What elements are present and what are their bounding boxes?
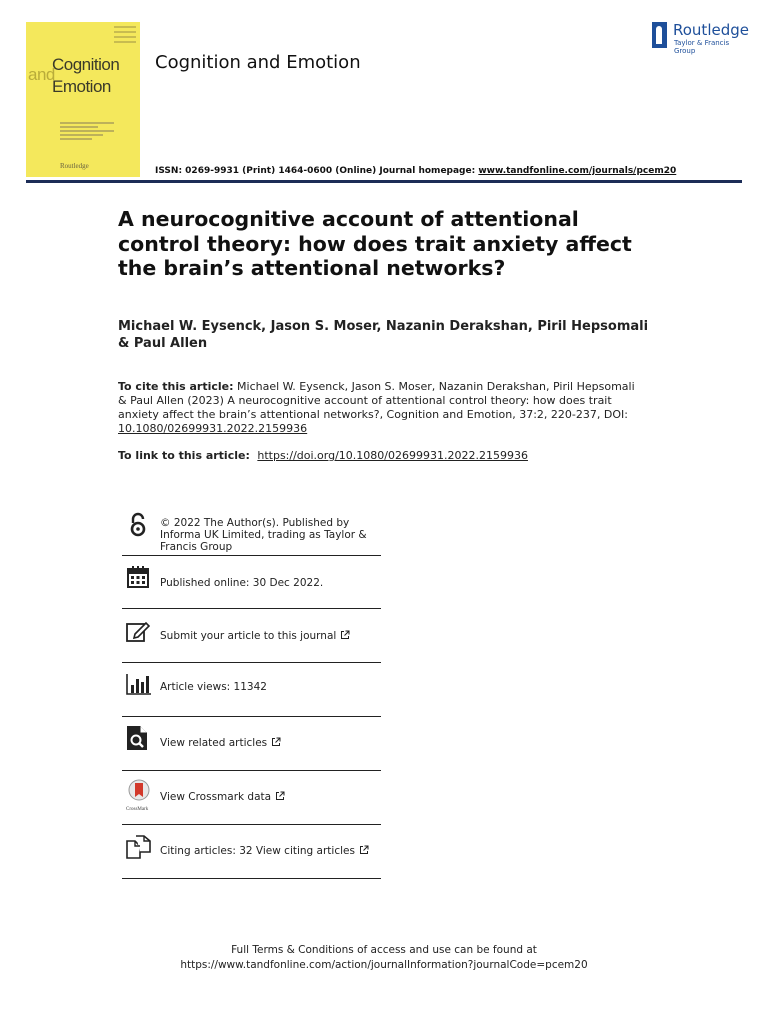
citing-articles-label: Citing articles: 32 View citing articles (160, 845, 355, 857)
info-row-crossmark[interactable] (122, 771, 381, 825)
crossmark-logo-text: CrossMark (126, 807, 149, 812)
info-row-copyright (122, 504, 381, 556)
link-label: To link to this article: (118, 449, 250, 462)
citing-articles-link[interactable] (160, 845, 369, 858)
cite-label: To cite this article: (118, 380, 234, 393)
info-row-citing[interactable] (122, 825, 381, 879)
issn-text: ISSN: 0269-9931 (Print) 1464-0600 (Online) Journal homepage: (155, 166, 476, 176)
article-title: A neurocognitive account of attentional control theory: how does trait anxiety affect the brain’s attentional networks? (118, 207, 632, 280)
submit-article-link[interactable] (160, 630, 350, 643)
journal-homepage-link[interactable]: www.tandfonline.com/journals/pcem20 (478, 166, 677, 176)
footer-line-1: Full Terms & Conditions of access and use can be found at (231, 944, 537, 956)
header-divider (26, 180, 742, 183)
cover-header-lines (114, 26, 136, 46)
cover-word-and: and (28, 65, 55, 84)
journal-title: Cognition and Emotion (155, 52, 361, 73)
footer-terms (0, 943, 768, 973)
article-authors: Michael W. Eysenck, Jason S. Moser, Nazanin Derakshan, Piril Hepsomali & Paul Allen (118, 319, 649, 351)
crossmark-label: View Crossmark data (160, 791, 272, 803)
external-link-icon (271, 737, 281, 750)
crossmark-link[interactable] (160, 791, 285, 804)
cover-word-cognition: Cognition (52, 55, 120, 74)
info-row-published (122, 556, 381, 609)
info-row-submit[interactable] (122, 609, 381, 663)
journal-cover-image (26, 22, 140, 177)
cover-editor-lines (60, 122, 114, 142)
open-access-icon (126, 512, 150, 536)
cite-doi-link[interactable]: 10.1080/02699931.2022.2159936 (118, 422, 308, 435)
external-link-icon (275, 791, 285, 804)
cover-publisher-mark: Routledge (60, 162, 89, 170)
citation-block (118, 380, 638, 436)
publisher-logo[interactable] (652, 20, 752, 55)
info-row-views (122, 663, 381, 717)
related-articles-label: View related articles (160, 737, 268, 749)
footer-terms-link[interactable]: https://www.tandfonline.com/action/journalInformation?journalCode=pcem20 (180, 959, 588, 971)
calendar-icon (126, 565, 150, 589)
publisher-logo-mark (652, 22, 667, 48)
article-views: Article views: 11342 (160, 681, 267, 693)
citing-articles-icon (126, 835, 150, 859)
related-articles-link[interactable] (160, 737, 281, 750)
info-row-related[interactable] (122, 717, 381, 771)
bar-chart-icon (126, 673, 150, 697)
article-doi-link[interactable]: https://doi.org/10.1080/02699931.2022.2159936 (257, 449, 528, 462)
crossmark-icon (126, 779, 150, 803)
external-link-icon (340, 630, 350, 643)
article-info-list (122, 504, 381, 879)
issn-line (155, 166, 676, 176)
cite-text: Michael W. Eysenck, Jason S. Moser, Nazanin Derakshan, Piril Hepsomali & Paul Allen (2023) A neurocognitive account of attentional control theory: how does trait anxiety affect the brain’s attentional networks?, Cognition and Emotion, 37:2, 220-237, DOI: (118, 380, 635, 421)
article-link-block (118, 449, 638, 463)
submit-article-label: Submit your article to this journal (160, 630, 337, 642)
published-date: Published online: 30 Dec 2022. (160, 577, 324, 589)
edit-icon (126, 621, 150, 645)
publisher-name: Routledge (673, 21, 749, 39)
external-link-icon (359, 845, 369, 858)
cover-word-emotion: Emotion (52, 77, 111, 96)
copyright-text: © 2022 The Author(s). Published by Informa UK Limited, trading as Taylor & Francis Group (160, 517, 367, 553)
publisher-subtitle: Taylor & Francis Group (674, 39, 730, 55)
related-articles-icon (126, 725, 150, 749)
